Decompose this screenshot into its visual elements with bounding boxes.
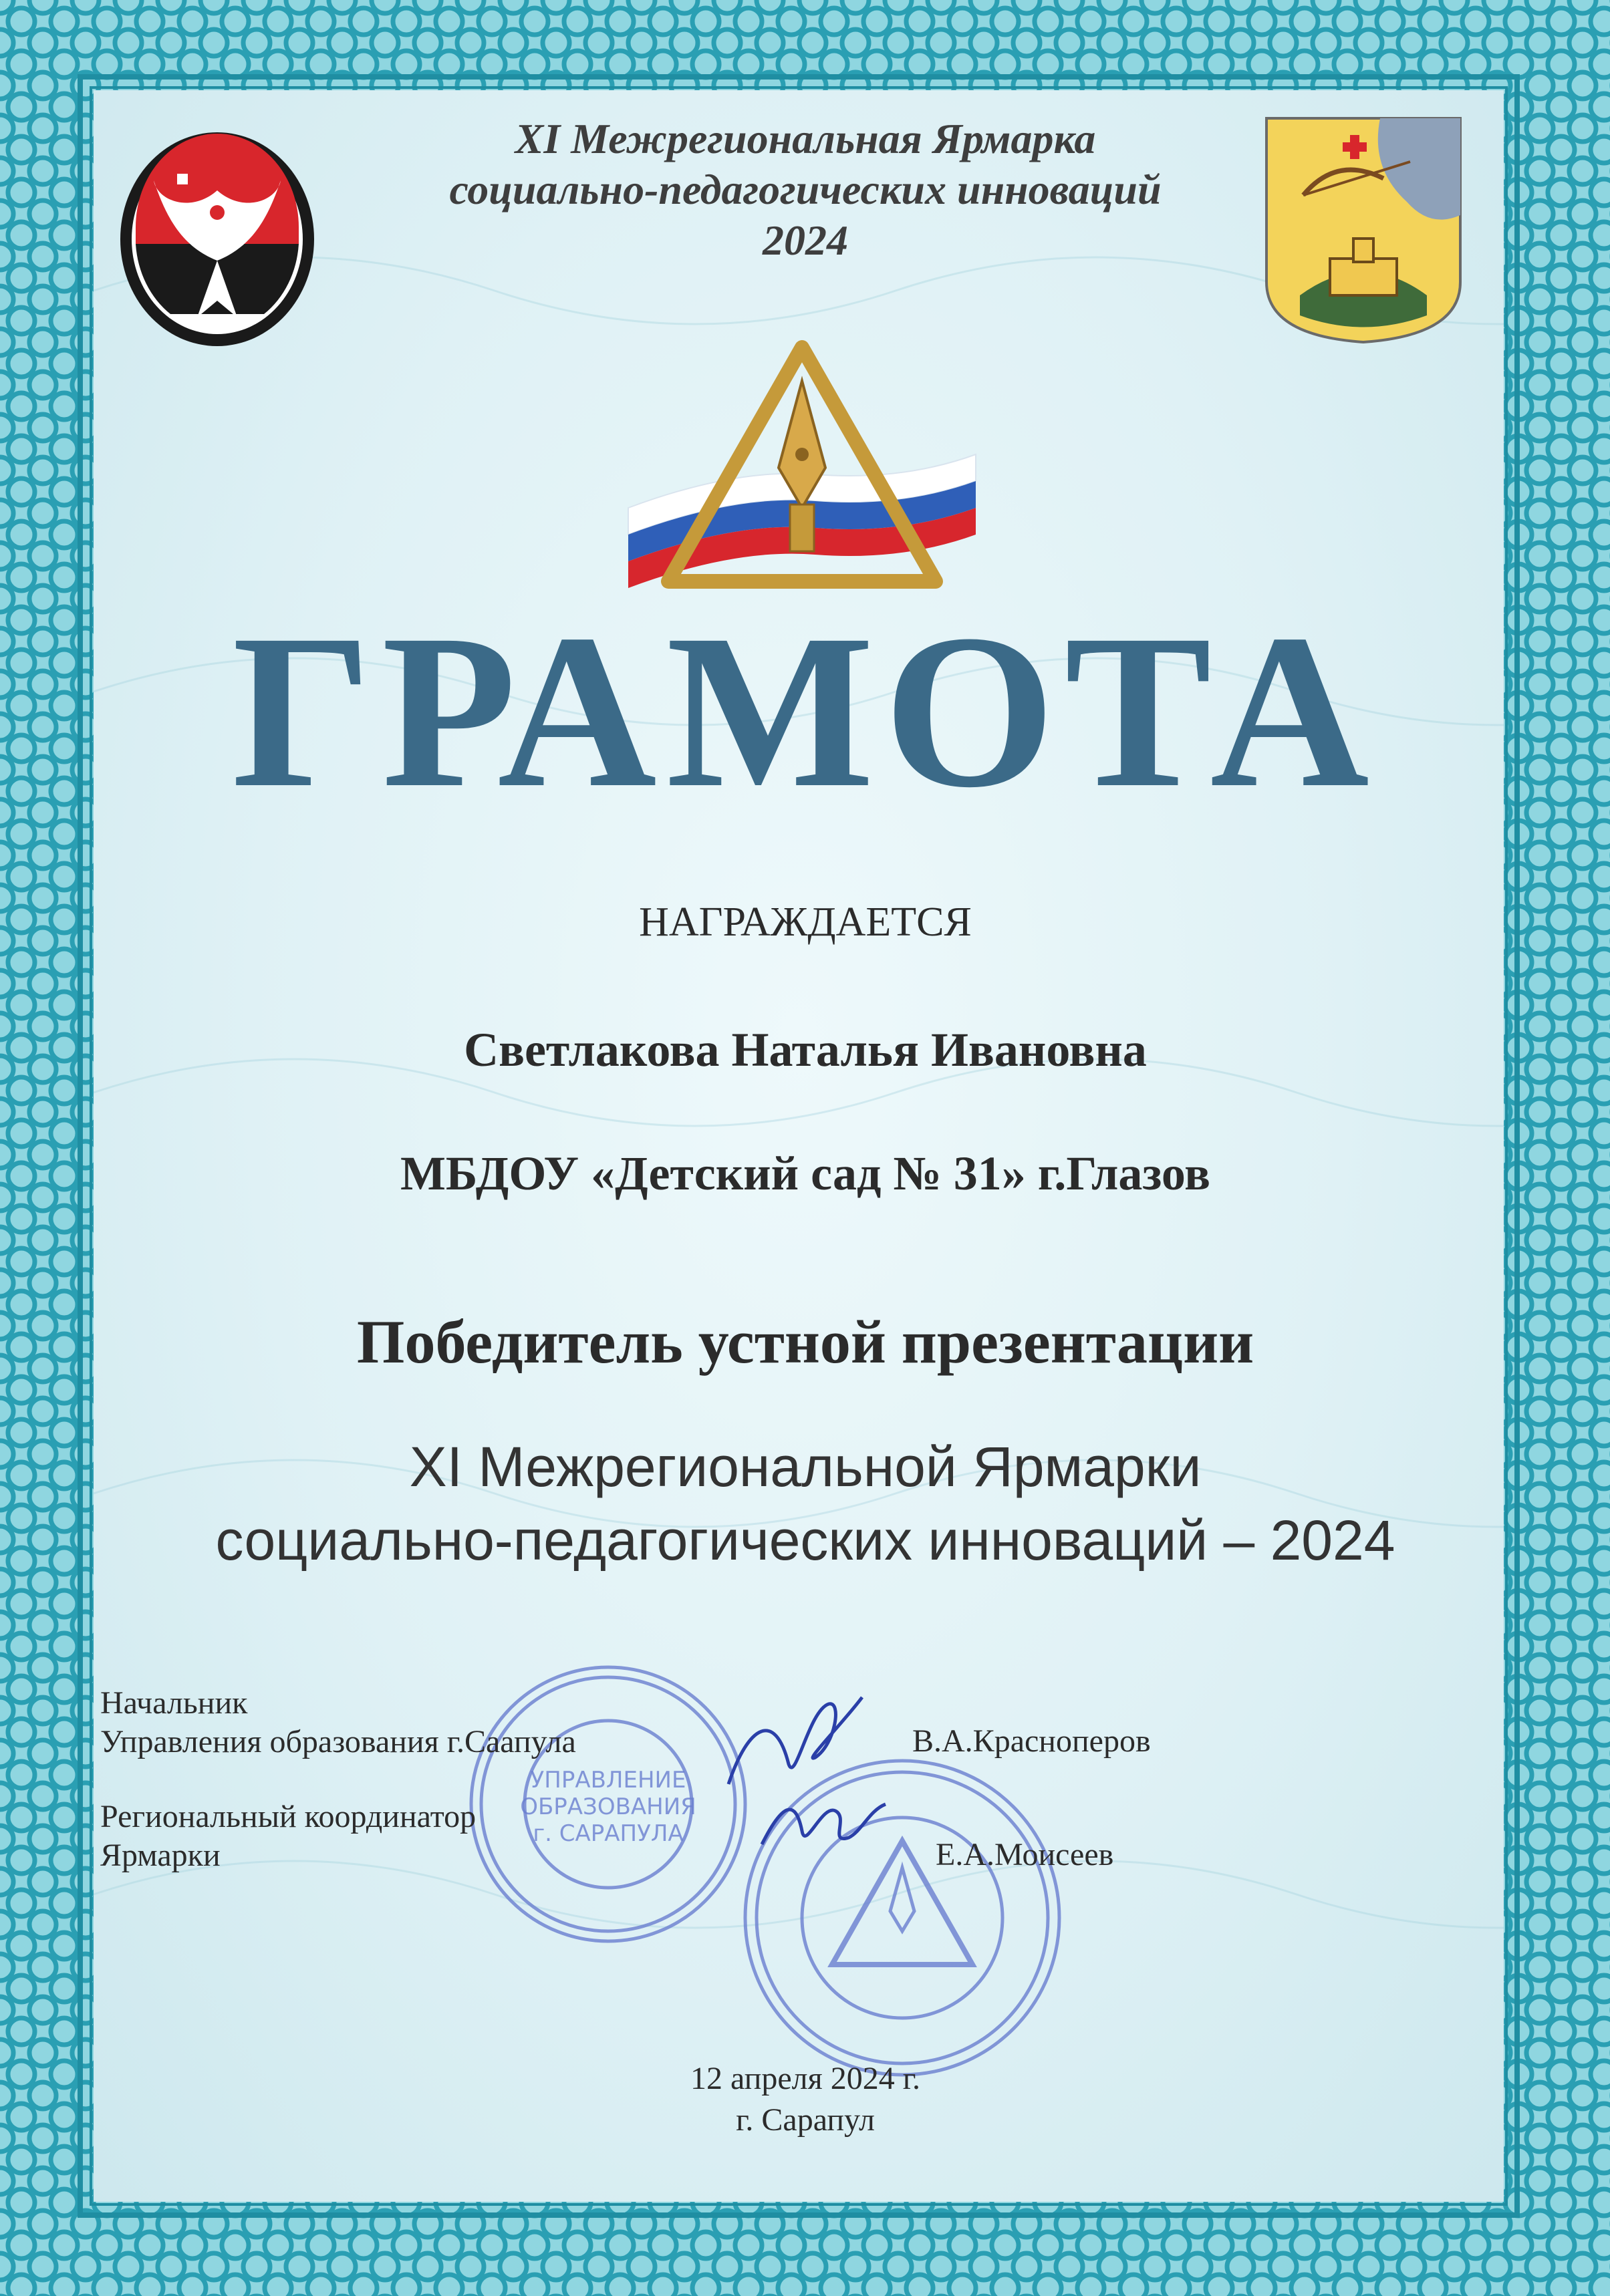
udmurtia-emblem-logo bbox=[117, 127, 317, 351]
second-signer-position-line-1: Региональный координатор bbox=[100, 1799, 477, 1834]
recipient-organization: МБДОУ «Детский сад № 31» г.Глазов bbox=[400, 1147, 1211, 1200]
event-line-1: XI Межрегиональной Ярмарки bbox=[409, 1435, 1202, 1498]
issue-city: г. Сарапул bbox=[736, 2102, 875, 2138]
issue-date-place bbox=[94, 2058, 1517, 2141]
second-signer-position bbox=[100, 1798, 476, 1875]
stamp1-line-3: г. САРАПУЛА bbox=[533, 1820, 684, 1847]
signature-2 bbox=[755, 1791, 889, 1864]
first-signer-position bbox=[100, 1684, 576, 1761]
header-line-1: XI Межрегиональная Ярмарка bbox=[515, 115, 1096, 162]
first-signer-position-line-2: Управления образования г.Саапула bbox=[100, 1724, 576, 1759]
event-name bbox=[94, 1430, 1517, 1577]
header-line-2: социально-педагогических инноваций bbox=[449, 166, 1162, 213]
event-line-2: социально-педагогических инноваций – 2024 bbox=[215, 1509, 1395, 1572]
achievement-title: Победитель устной презентации bbox=[356, 1308, 1254, 1376]
event-header bbox=[348, 114, 1263, 266]
recipient-name: Светлакова Наталья Ивановна bbox=[464, 1023, 1147, 1077]
document-title: ГРАМОТА bbox=[232, 589, 1379, 833]
second-signer-position-line-2: Ярмарки bbox=[100, 1838, 221, 1873]
stamp1-line-1: УПРАВЛЕНИЕ bbox=[530, 1767, 686, 1793]
sarapul-coat-of-arms-logo bbox=[1263, 115, 1464, 345]
first-signer-position-line-1: Начальник bbox=[100, 1685, 248, 1721]
second-signer-name: Е.А.Моисеев bbox=[936, 1837, 1114, 1872]
first-signer-name: В.А.Красноперов bbox=[912, 1723, 1151, 1759]
stamp1-line-2: ОБРАЗОВАНИЯ bbox=[520, 1793, 696, 1820]
awarded-label: НАГРАЖДАЕТСЯ bbox=[639, 899, 972, 945]
header-line-3: 2024 bbox=[763, 217, 848, 264]
signature-1 bbox=[722, 1684, 869, 1798]
fair-emblem-logo bbox=[615, 334, 989, 601]
issue-date: 12 апреля 2024 г. bbox=[690, 2061, 920, 2096]
